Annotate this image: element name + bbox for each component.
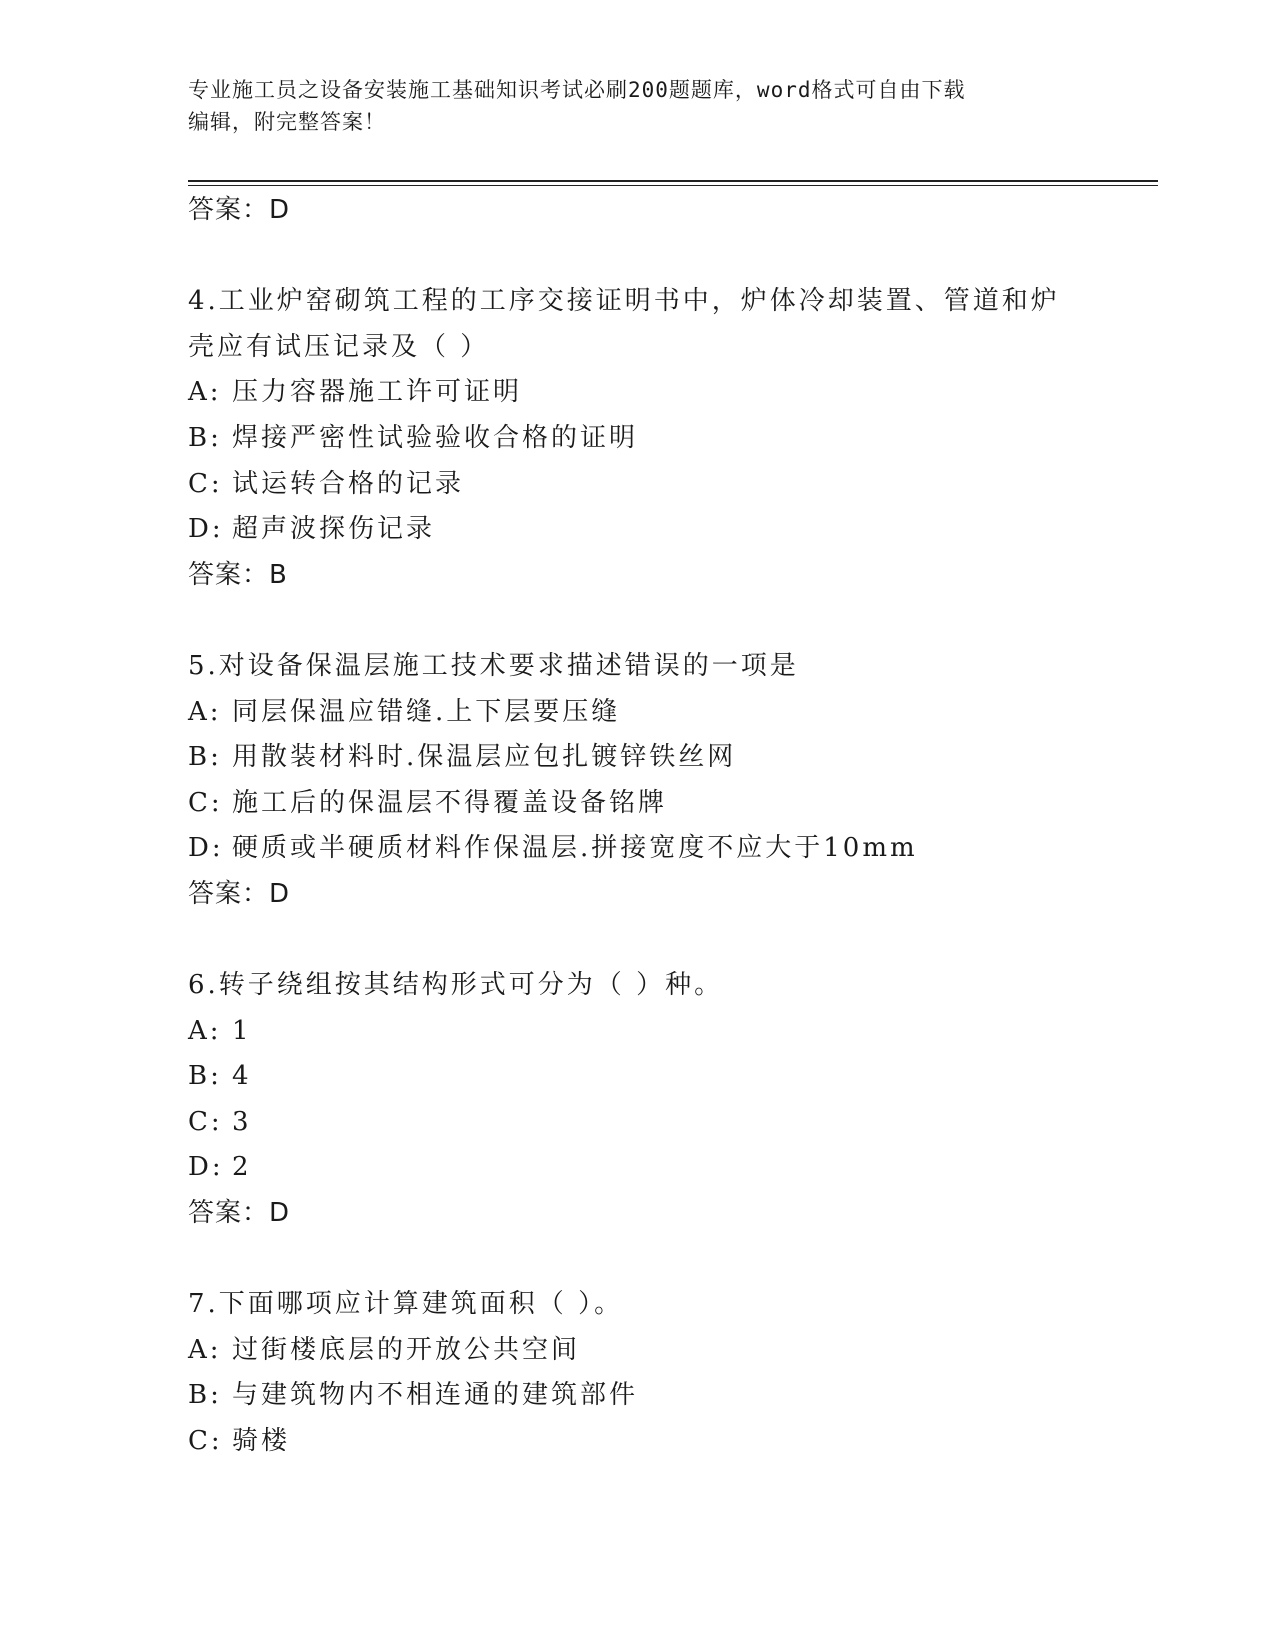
option-letter: D: [188,833,224,864]
header-title-line-2: 编辑，附完整答案！ [188,110,386,134]
option-text: 与建筑物内不相连通的建筑部件 [232,1380,639,1411]
question-stem: 7.下面哪项应计算建筑面积（ ）。 [188,1289,624,1320]
option-a [188,690,1088,736]
paragraph-gap [188,918,1088,964]
option-b [188,1373,1088,1419]
question-stem: 6.转子绕组按其结构形式可分为（ ）种。 [188,970,724,1001]
option-d [188,507,1088,553]
question-stem-continued: 壳应有试压记录及（ ） [188,331,490,362]
question-block [188,1282,1088,1464]
option-c [188,1419,1088,1465]
question-block [188,963,1088,1237]
option-b [188,735,1088,781]
question-stem: 4.工业炉窑砌筑工程的工序交接证明书中，炉体冷却装置、管道和炉 [188,286,1060,317]
header-divider-thick [188,180,1158,182]
option-text: 同层保温应错缝.上下层要压缝 [232,696,621,727]
option-letter: A: [188,377,222,408]
option-text: 3 [232,1106,252,1137]
option-text: 骑楼 [232,1426,291,1457]
option-text: 超声波探伤记录 [232,514,436,545]
question-block [188,644,1088,918]
option-a [188,1009,1088,1055]
answer-line: 答案：B [188,559,288,590]
paragraph-gap [188,598,1088,644]
option-text: 2 [232,1152,252,1183]
option-c [188,462,1088,508]
option-letter: C: [188,1106,223,1137]
option-a [188,1328,1088,1374]
option-a [188,370,1088,416]
option-letter: B: [188,422,222,453]
option-text: 压力容器施工许可证明 [232,377,523,408]
question-block [188,279,1088,598]
option-text: 焊接严密性试验验收合格的证明 [232,422,639,453]
option-text: 硬质或半硬质材料作保温层.拼接宽度不应大于10mm [232,833,918,864]
option-letter: C: [188,1426,223,1457]
option-letter: B: [188,742,222,773]
question-stem: 5.对设备保温层施工技术要求描述错误的一项是 [188,650,799,681]
paragraph-gap [188,234,1088,280]
answer-line: 答案：D [188,1198,291,1229]
option-text: 过街楼底层的开放公共空间 [232,1334,581,1365]
option-b [188,1054,1088,1100]
document-header [188,74,1088,138]
option-b [188,416,1088,462]
document-body [188,188,1088,1465]
option-letter: B: [188,1380,222,1411]
paragraph-gap [188,1237,1088,1283]
option-text: 用散装材料时.保温层应包扎镀锌铁丝网 [232,742,737,773]
option-letter: B: [188,1061,222,1092]
header-title-line-1: 专业施工员之设备安装施工基础知识考试必刷200题题库，word格式可自由下载 [188,78,966,102]
answer-line: 答案：D [188,878,291,909]
option-c [188,781,1088,827]
option-letter: C: [188,468,223,499]
option-text: 试运转合格的记录 [232,468,465,499]
option-letter: C: [188,787,223,818]
option-d [188,1145,1088,1191]
option-c [188,1100,1088,1146]
option-letter: D: [188,1152,224,1183]
option-letter: D: [188,514,224,545]
header-divider-thin [188,185,1158,186]
option-letter: A: [188,696,222,727]
option-letter: A: [188,1015,222,1046]
option-d [188,826,1088,872]
option-text: 施工后的保温层不得覆盖设备铭牌 [232,787,668,818]
option-letter: A: [188,1334,222,1365]
option-text: 4 [232,1061,252,1092]
option-text: 1 [232,1015,252,1046]
answer-line: 答案：D [188,195,291,225]
